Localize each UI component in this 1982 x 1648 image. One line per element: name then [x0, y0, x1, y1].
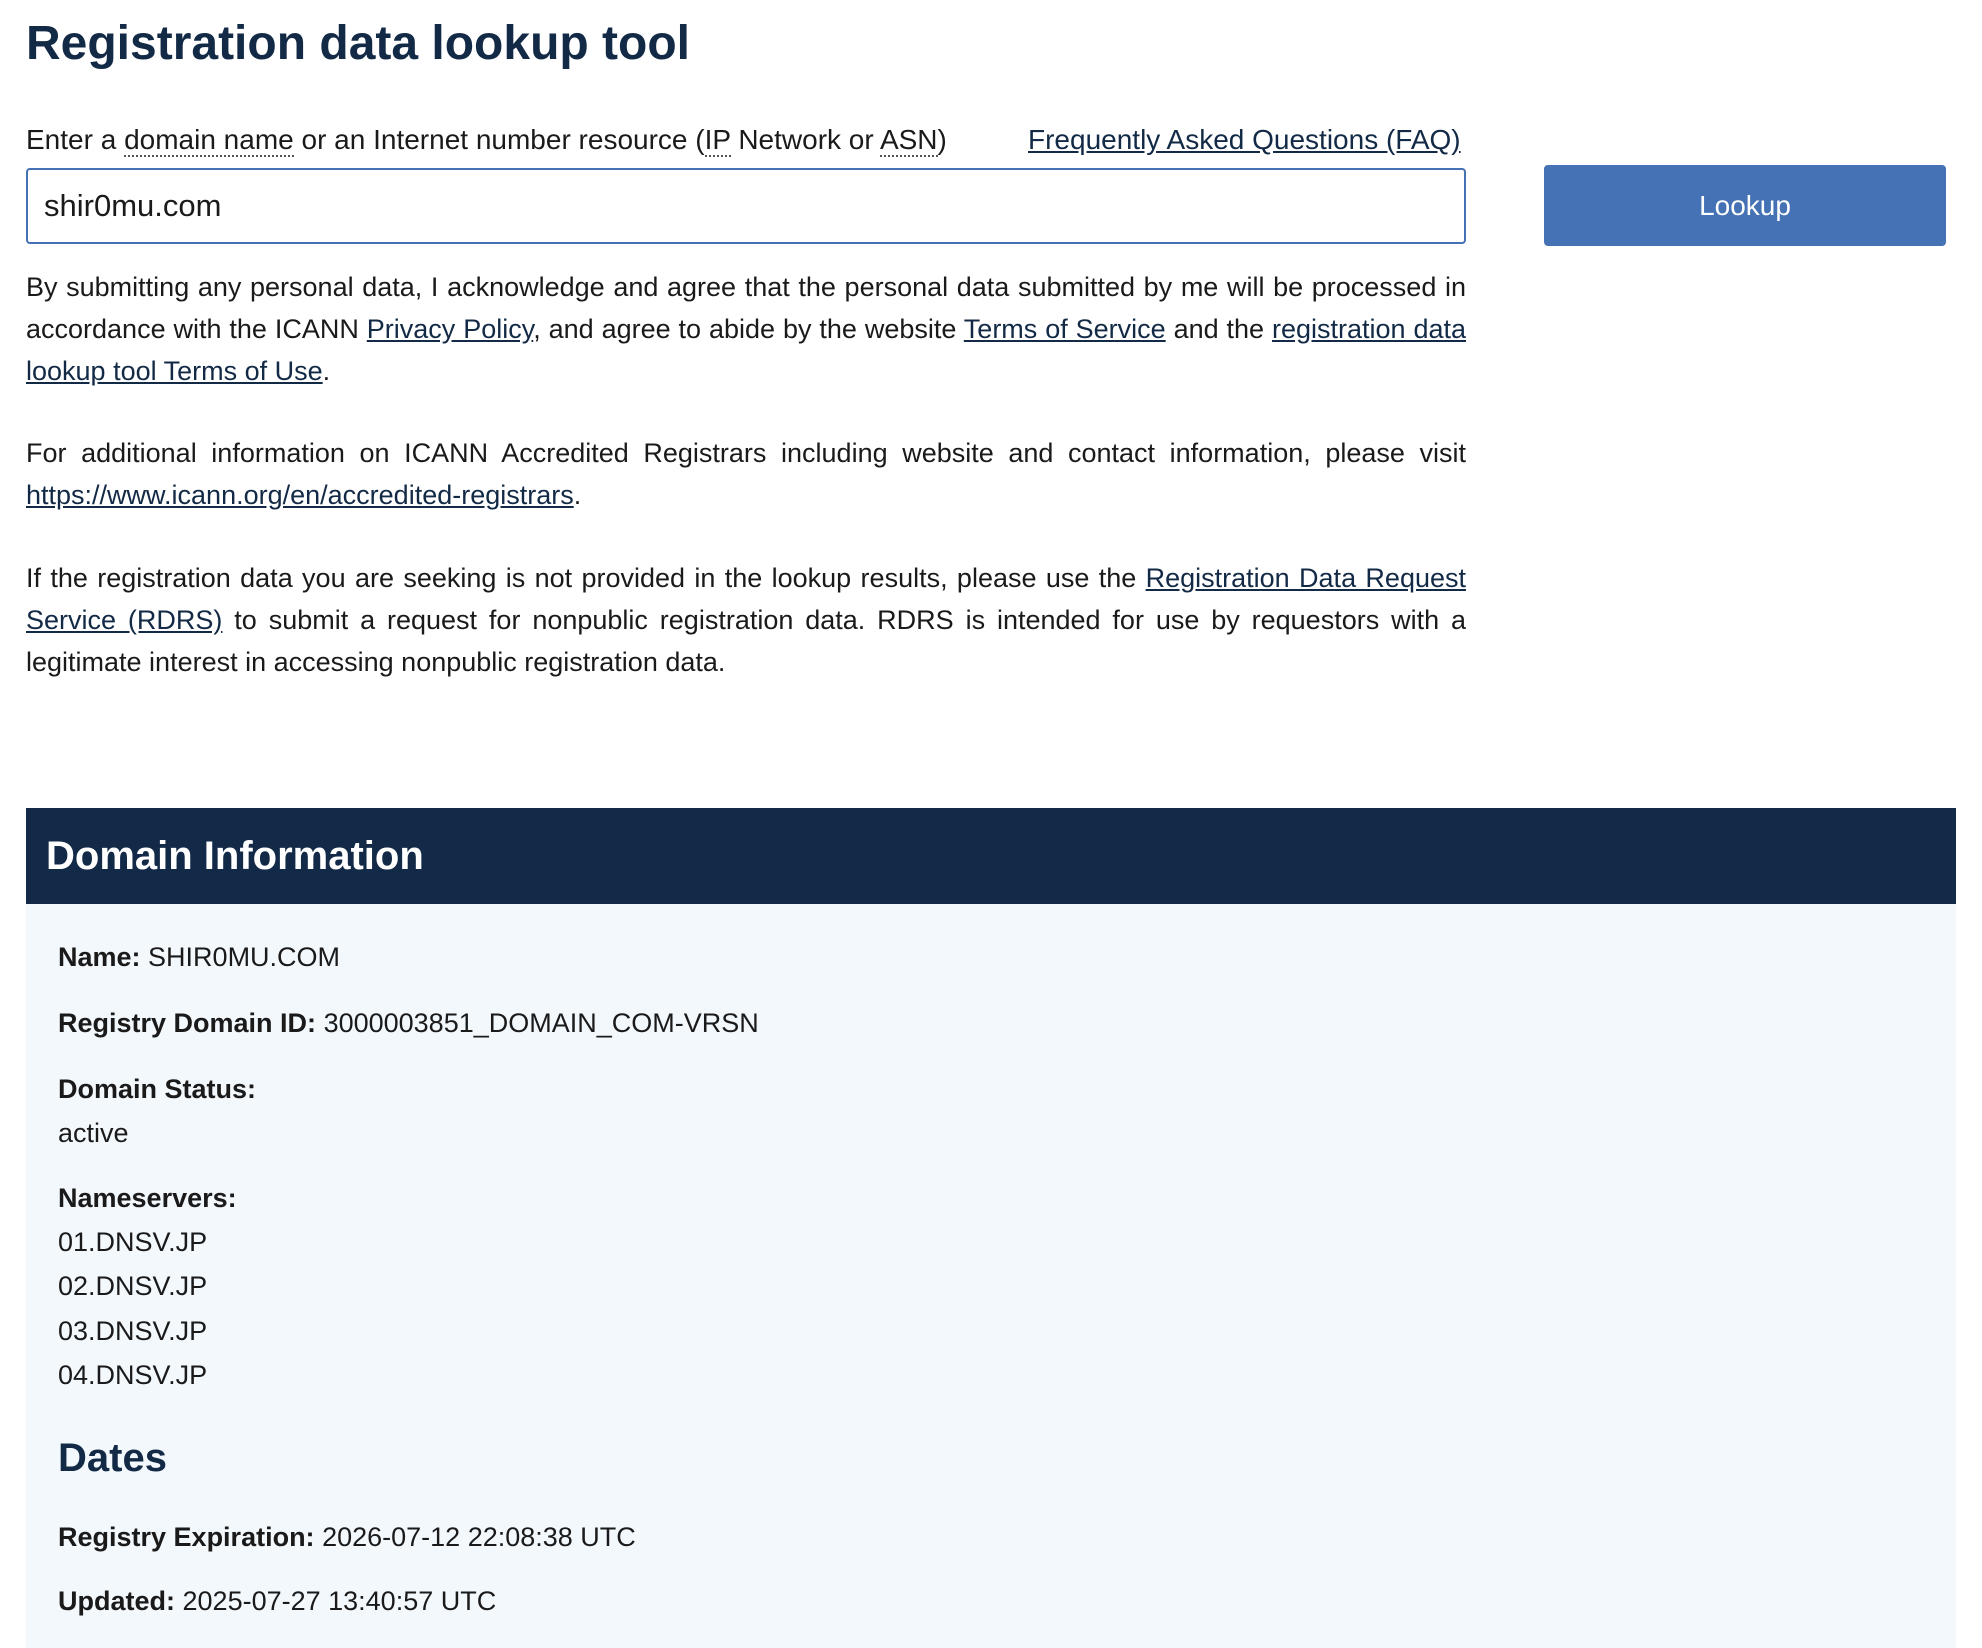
registry-domain-id-value: 3000003851_DOMAIN_COM-VRSN: [323, 1008, 759, 1038]
registry-expiration-field: [58, 1522, 636, 1553]
rdrs-info: [26, 557, 1466, 683]
faq-link[interactable]: Frequently Asked Questions (FAQ): [1028, 124, 1461, 155]
registry-expiration-label: Registry Expiration:: [58, 1522, 315, 1552]
lookup-button[interactable]: Lookup: [1544, 165, 1946, 246]
nameservers-label: Nameservers:: [58, 1183, 237, 1213]
prompt-prefix: Enter a: [26, 124, 125, 155]
nameserver-item: 01.DNSV.JP: [58, 1227, 208, 1257]
nameservers-label-row: [58, 1183, 237, 1214]
terms-of-use-link[interactable]: registration data lookup tool Terms of Use: [26, 314, 1467, 386]
privacy-notice-text-b: , and agree to abide by the website: [533, 314, 964, 344]
domain-status-label-row: [58, 1074, 256, 1105]
page-title: Registration data lookup tool: [26, 17, 691, 70]
asn-abbr: ASN: [879, 124, 938, 155]
nameserver-item: 04.DNSV.JP: [58, 1360, 208, 1390]
rdrs-info-text-b: to submit a request for nonpublic registration data. RDRS is intended for use by requestors with a legitimate interest in accessing nonpublic registration data.: [26, 605, 1466, 677]
search-input[interactable]: [26, 168, 1466, 244]
registry-domain-id-label: Registry Domain ID:: [58, 1008, 317, 1038]
prompt-middle: or an Internet number resource (: [293, 124, 705, 155]
rdrs-link[interactable]: Registration Data Request Service (RDRS): [26, 563, 1466, 635]
registrars-info-text-b: .: [573, 480, 582, 510]
updated-label: Updated:: [58, 1586, 175, 1616]
nameserver-item: 02.DNSV.JP: [58, 1271, 208, 1301]
nameserver-item: 03.DNSV.JP: [58, 1316, 208, 1346]
domain-status-label: Domain Status:: [58, 1074, 257, 1104]
updated-field: [58, 1586, 496, 1617]
ip-abbr: IP: [704, 124, 731, 155]
domain-status-value: active: [58, 1118, 129, 1148]
prompt-network-or: Network or: [730, 124, 880, 155]
privacy-policy-link[interactable]: Privacy Policy: [366, 314, 534, 344]
updated-value: 2025-07-27 13:40:57 UTC: [182, 1586, 497, 1616]
rdrs-info-text-a: If the registration data you are seeking is not provided in the lookup results, please use the: [26, 563, 1146, 593]
dates-heading: Dates: [58, 1436, 167, 1480]
name-label: Name:: [58, 942, 141, 972]
privacy-notice-text-d: .: [322, 356, 331, 386]
domain-information-panel: [26, 808, 1956, 1648]
privacy-notice: [26, 266, 1466, 392]
domain-name-abbr: domain name: [124, 124, 294, 155]
prompt-suffix: ): [937, 124, 947, 155]
accredited-registrars-link[interactable]: https://www.icann.org/en/accredited-registrars: [26, 480, 574, 510]
registrars-info: [26, 432, 1466, 516]
name-field: [58, 942, 340, 973]
name-value: SHIR0MU.COM: [148, 942, 341, 972]
privacy-notice-text-c: and the: [1165, 314, 1272, 344]
registrars-info-text-a: For additional information on ICANN Accredited Registrars including website and contact information, please visit: [26, 438, 1466, 468]
registry-expiration-value: 2026-07-12 22:08:38 UTC: [322, 1522, 636, 1552]
terms-of-service-link[interactable]: Terms of Service: [963, 314, 1166, 344]
registry-domain-id-field: [58, 1008, 759, 1039]
privacy-notice-text-a: By submitting any personal data, I acknowledge and agree that the personal data submitted by me will be processed in accordance with the ICANN: [26, 272, 1466, 344]
domain-information-header: Domain Information: [26, 808, 1956, 904]
